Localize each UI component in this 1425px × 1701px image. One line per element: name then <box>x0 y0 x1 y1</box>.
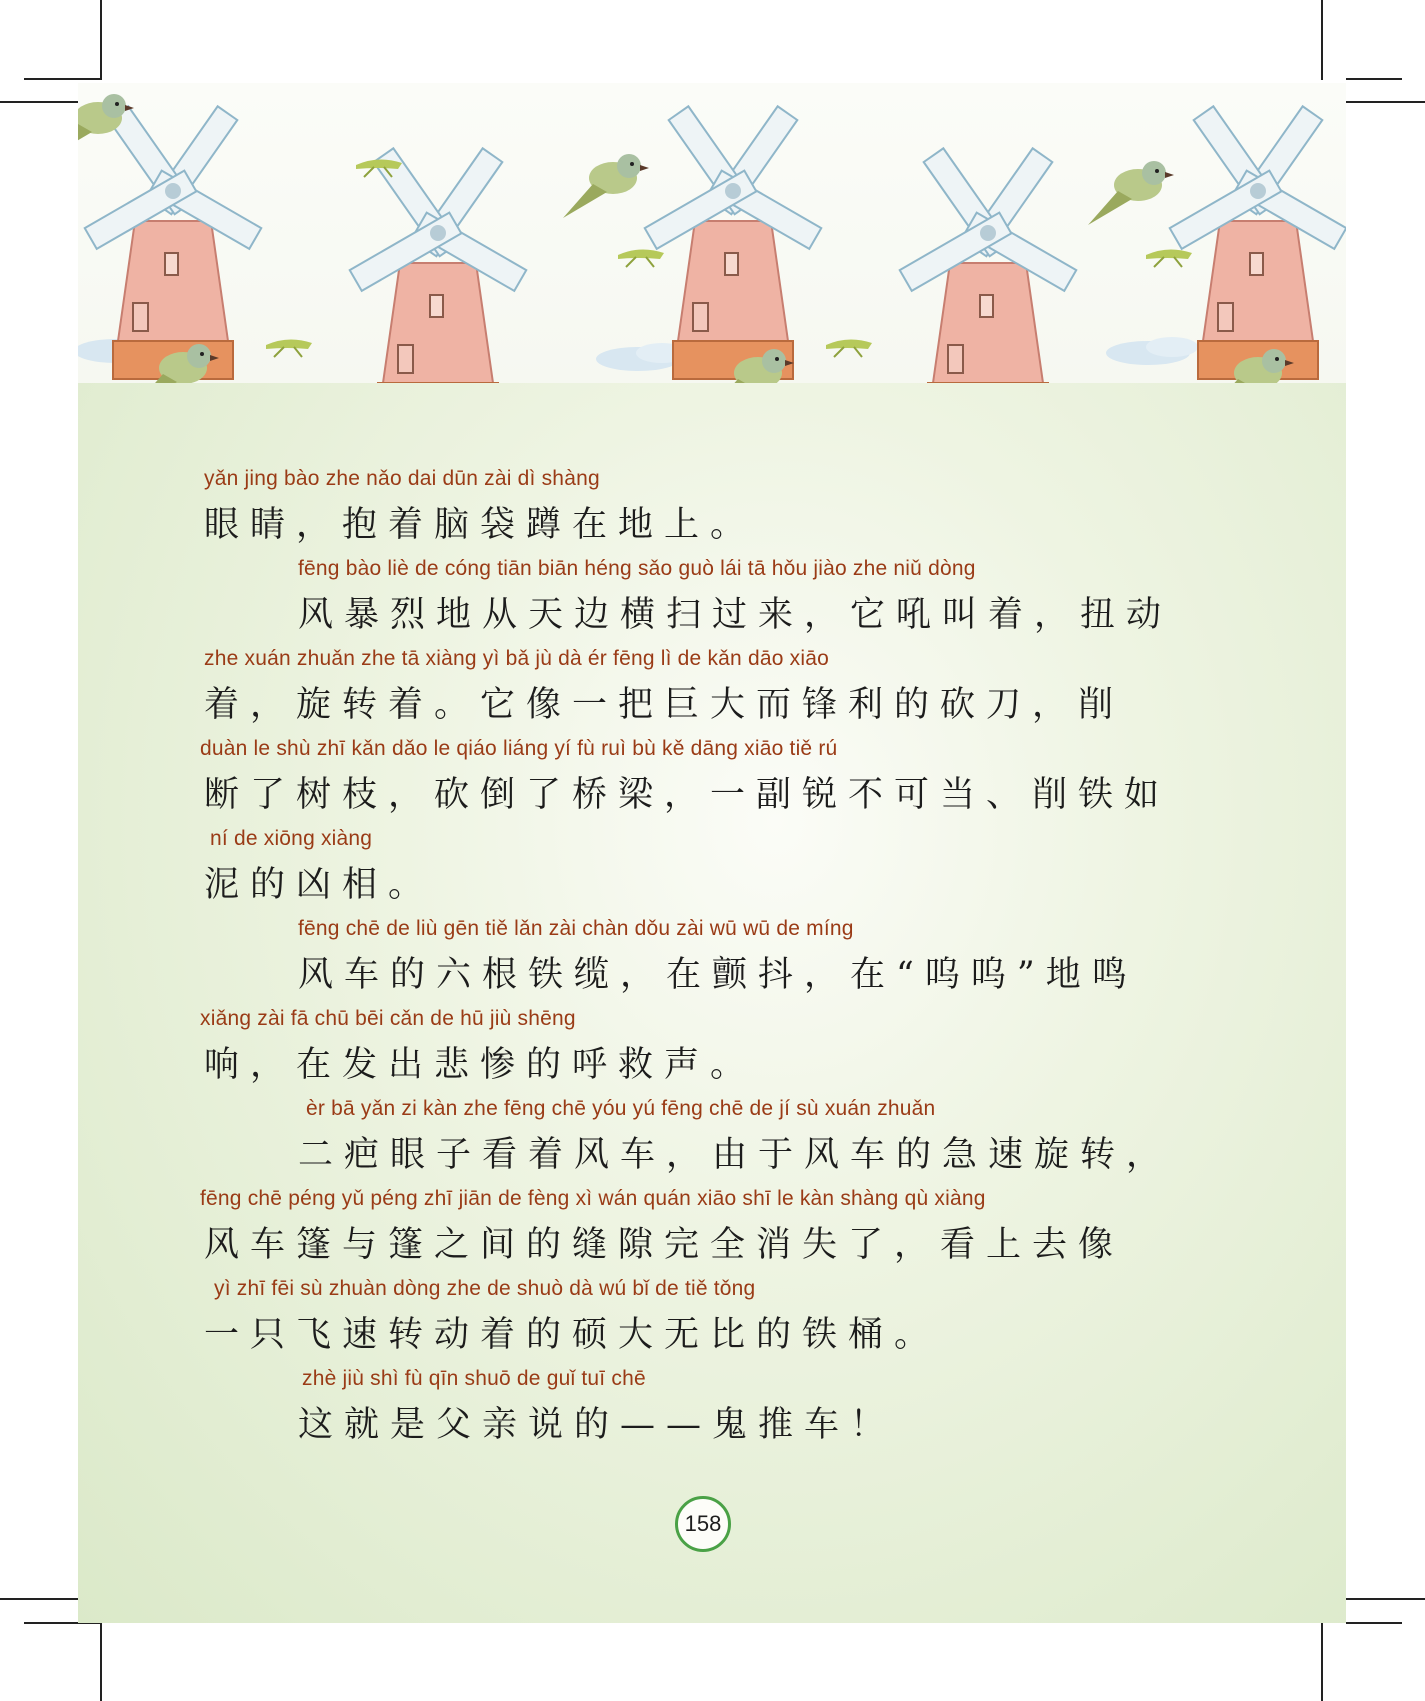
crop-mark <box>100 0 102 80</box>
page-number: 158 <box>675 1496 731 1552</box>
crop-mark <box>1346 1598 1425 1600</box>
crop-mark <box>1321 0 1323 80</box>
crop-mark <box>1321 1622 1323 1701</box>
crop-mark <box>0 1598 78 1600</box>
hanzi-line: 二疤眼子看着风车，由于风车的急速旋转， <box>298 1135 1173 1175</box>
pinyin-line: fēng chē de liù gēn tiě lǎn zài chàn dǒu zài wū wū de míng <box>298 917 854 940</box>
crop-mark <box>24 78 100 80</box>
text-line <box>78 1007 1346 1097</box>
pinyin-line: duàn le shù zhī kǎn dǎo le qiáo liáng yí fù ruì bù kě dāng xiāo tiě rú <box>200 737 838 760</box>
text-line <box>78 557 1346 647</box>
pinyin-line: fēng bào liè de cóng tiān biān héng sǎo guò lái tā hǒu jiào zhe niǔ dòng <box>298 557 976 580</box>
crop-mark <box>1346 1622 1402 1624</box>
hanzi-line: 着，旋转着。它像一把巨大而锋利的砍刀，削 <box>204 685 1125 725</box>
crop-mark <box>100 1622 102 1701</box>
text-line <box>78 467 1346 557</box>
pinyin-line: yì zhī fēi sù zhuàn dòng zhe de shuò dà wú bǐ de tiě tǒng <box>214 1277 756 1300</box>
hanzi-line: 一只飞速转动着的硕大无比的铁桶。 <box>204 1315 941 1355</box>
hanzi-line: 断了树枝，砍倒了桥梁，一副锐不可当、削铁如 <box>204 775 1171 815</box>
hanzi-line: 风车篷与篷之间的缝隙完全消失了，看上去像 <box>204 1225 1125 1265</box>
pinyin-line: zhe xuán zhuǎn zhe tā xiàng yì bǎ jù dà ér fēng lì de kǎn dāo xiāo <box>204 647 829 670</box>
pinyin-line: ní de xiōng xiàng <box>210 827 373 850</box>
hanzi-line: 响，在发出悲惨的呼救声。 <box>204 1045 757 1085</box>
text-line <box>78 647 1346 737</box>
text-line <box>78 917 1346 1007</box>
text-line <box>78 1187 1346 1277</box>
page <box>78 83 1346 1623</box>
pinyin-line: zhè jiù shì fù qīn shuō de guǐ tuī chē <box>302 1367 646 1390</box>
crop-mark <box>1346 78 1402 80</box>
hanzi-line: 眼睛，抱着脑袋蹲在地上。 <box>204 505 757 545</box>
text-line <box>78 827 1346 917</box>
text-line <box>78 1367 1346 1457</box>
windmill-banner-illustration <box>78 83 1346 383</box>
text-line <box>78 1097 1346 1187</box>
pinyin-line: xiǎng zài fā chū bēi cǎn de hū jiù shēng <box>200 1007 576 1030</box>
text-line <box>78 1277 1346 1367</box>
hanzi-line: 这就是父亲说的——鬼推车！ <box>298 1405 897 1445</box>
pinyin-line: èr bā yǎn zi kàn zhe fēng chē yóu yú fēng chē de jí sù xuán zhuǎn <box>306 1097 936 1120</box>
crop-mark <box>1346 101 1425 103</box>
hanzi-line: 风车的六根铁缆，在颤抖，在“呜呜”地鸣 <box>298 955 1138 995</box>
text-line <box>78 737 1346 827</box>
pinyin-line: yǎn jing bào zhe nǎo dai dūn zài dì shàng <box>204 467 600 490</box>
hanzi-line: 风暴烈地从天边横扫过来，它吼叫着，扭动 <box>298 595 1173 635</box>
hanzi-line: 泥的凶相。 <box>204 865 435 905</box>
pinyin-line: fēng chē péng yǔ péng zhī jiān de fèng xì wán quán xiāo shī le kàn shàng qù xiàng <box>200 1187 986 1210</box>
windmill-illustration <box>78 83 1346 383</box>
